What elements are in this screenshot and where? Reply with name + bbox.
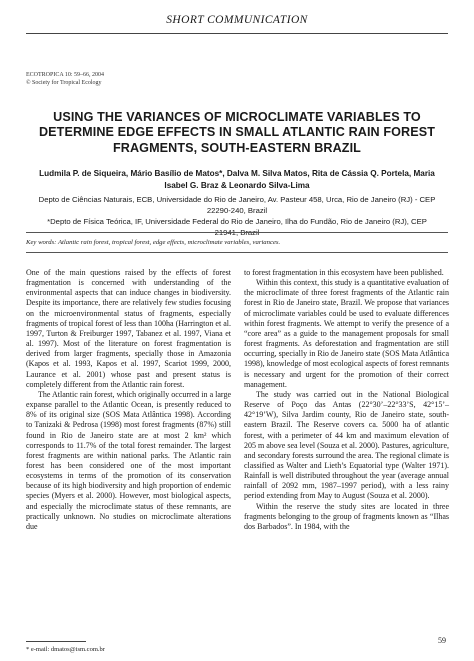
paragraph: The Atlantic rain forest, which originally occurred in a large expanse parallel to the Atlantic Ocean, is presently reduced to 8% of its original size (SOS Mata Atlântica 1998). According to Tanizaki & Pedrosa (1998) most forest fragments (87%) still found in Rio de Janeiro state are at most 2 km² which corresponds to 11.7% of the total forest remainder. The largest forest fragments are within national parks. The Atlantic rain forest has been considered one of the most important ecosystems in terms of the promotion of its conservation because of its high biodiversity and high proportion of endemic species (Myers et al. 2000). However, most biological aspects, and especially the microclimate status of these remnants, are practically unknown. No studies on microclimate alterations due: [26, 389, 231, 531]
keywords-rule-bottom: [26, 252, 448, 253]
journal-info: [26, 72, 104, 87]
paragraph: The study was carried out in the National Biological Reserve of Poço das Antas (22°30’–22°33’S, 42°15’–42°19’W), Silva Jardim county, Rio de Janeiro state, south-eastern Brazil. The Reserve covers ca. 5000 ha of atlantic forest, with a perimeter of 44 km and maximum elevation of 205 m above sea level (Souza et al. 2000). Pastures, agriculture, and secondary forests surround the area. The regional climate is classified as Walter and Lieth’s Equatorial type (Walter 1971). Rainfall is well distributed throughout the year (average annual rainfall of 2092 mm, 1987–1997 period), with a less rainy period extending from May to August (Souza et al. 2000).: [244, 389, 449, 501]
paragraph: Within this context, this study is a quantitative evaluation of the microclimate of three forest fragments of the Atlantic rain forest in Rio de Janeiro state, Brazil. We propose that variances of microclimate variables could be used to evaluate differences within forest fragments. We attempt to verify the presence of a “core area” as a guide to the management proposals for small forest fragments. As deforestation and fragmentation are still occurring, specially in Rio de Janeiro state (SOS Mata Atlântica 1998), knowledge of most ecological aspects of forest remnants is necessary and urgent for the promotion of their correct management.: [244, 278, 449, 389]
journal-citation: ECOTROPICA 10: 59–66, 2004: [26, 72, 105, 78]
page-number: 59: [438, 636, 446, 645]
footnote-rule: [26, 641, 86, 642]
left-column: [26, 268, 231, 532]
section-heading: SHORT COMMUNICATION: [166, 14, 308, 26]
keywords-rule-top: [26, 232, 448, 233]
article-title: USING THE VARIANCES OF MICROCLIMATE VARIABLES TO DETERMINE EDGE EFFECTS IN SMALL ATLANTIC RAIN FOREST FRAGMENTS, SOUTH-EASTERN BRAZIL: [38, 110, 436, 155]
footnote: * e-mail: dmatos@ism.com.br: [26, 646, 105, 653]
paragraph: One of the main questions raised by the effects of forest fragmentation is concerned with understanding of the environmental aspects that can induce changes in biodiversity. Despite its importance, there are relatively few studies focusing on the microenvironmental status of fragments, especially fragments of tropical forest of less than 100ha (Harrington et al. 1997, Turton & Freiburger 1997, Tabanez et al. 1997, Viana et al. 1997). Most of the literature on forest fragmentation is derived from larger fragments, specially those in Amazonia (Kapos et al. 1993, Kapos et al. 1997, Scariot 1999, 2000, Laurance et al. 2001) whose past and present status is completely different from the Atlantic rain forest.: [26, 268, 231, 389]
author-list: Ludmila P. de Siqueira, Mário Basílio de Matos*, Dalva M. Silva Matos, Rita de Cássia Q. Portela, Maria Isabel G. Braz & Leonardo Silva-Lima: [39, 169, 435, 190]
affiliation-1: Depto de Ciências Naturais, ECB, Universidade do Rio de Janeiro, Av. Pasteur 458, Urca, Rio de Janeiro (RJ) - CEP 22290-240, Brazil: [38, 195, 436, 215]
affiliation-2: *Depto de Física Teórica, IF, Universidade Federal do Rio de Janeiro, Ilha do Fundão, Rio de Janeiro (RJ), CEP 21941, Brazil: [47, 217, 427, 237]
keywords: Key words: Atlantic rain forest, tropical forest, edge effects, microclimate variables, variances.: [26, 239, 281, 246]
paragraph: to forest fragmentation in this ecosystem have been published.: [244, 268, 444, 277]
header-rule: [26, 33, 448, 34]
right-column: [244, 268, 449, 532]
journal-copyright: © Society for Tropical Ecology: [26, 79, 102, 86]
paragraph: Within the reserve the study sites are located in three fragments belonging to the group of fragments known as “Ilhas dos Barbados”. In 1984, with the: [244, 501, 449, 531]
